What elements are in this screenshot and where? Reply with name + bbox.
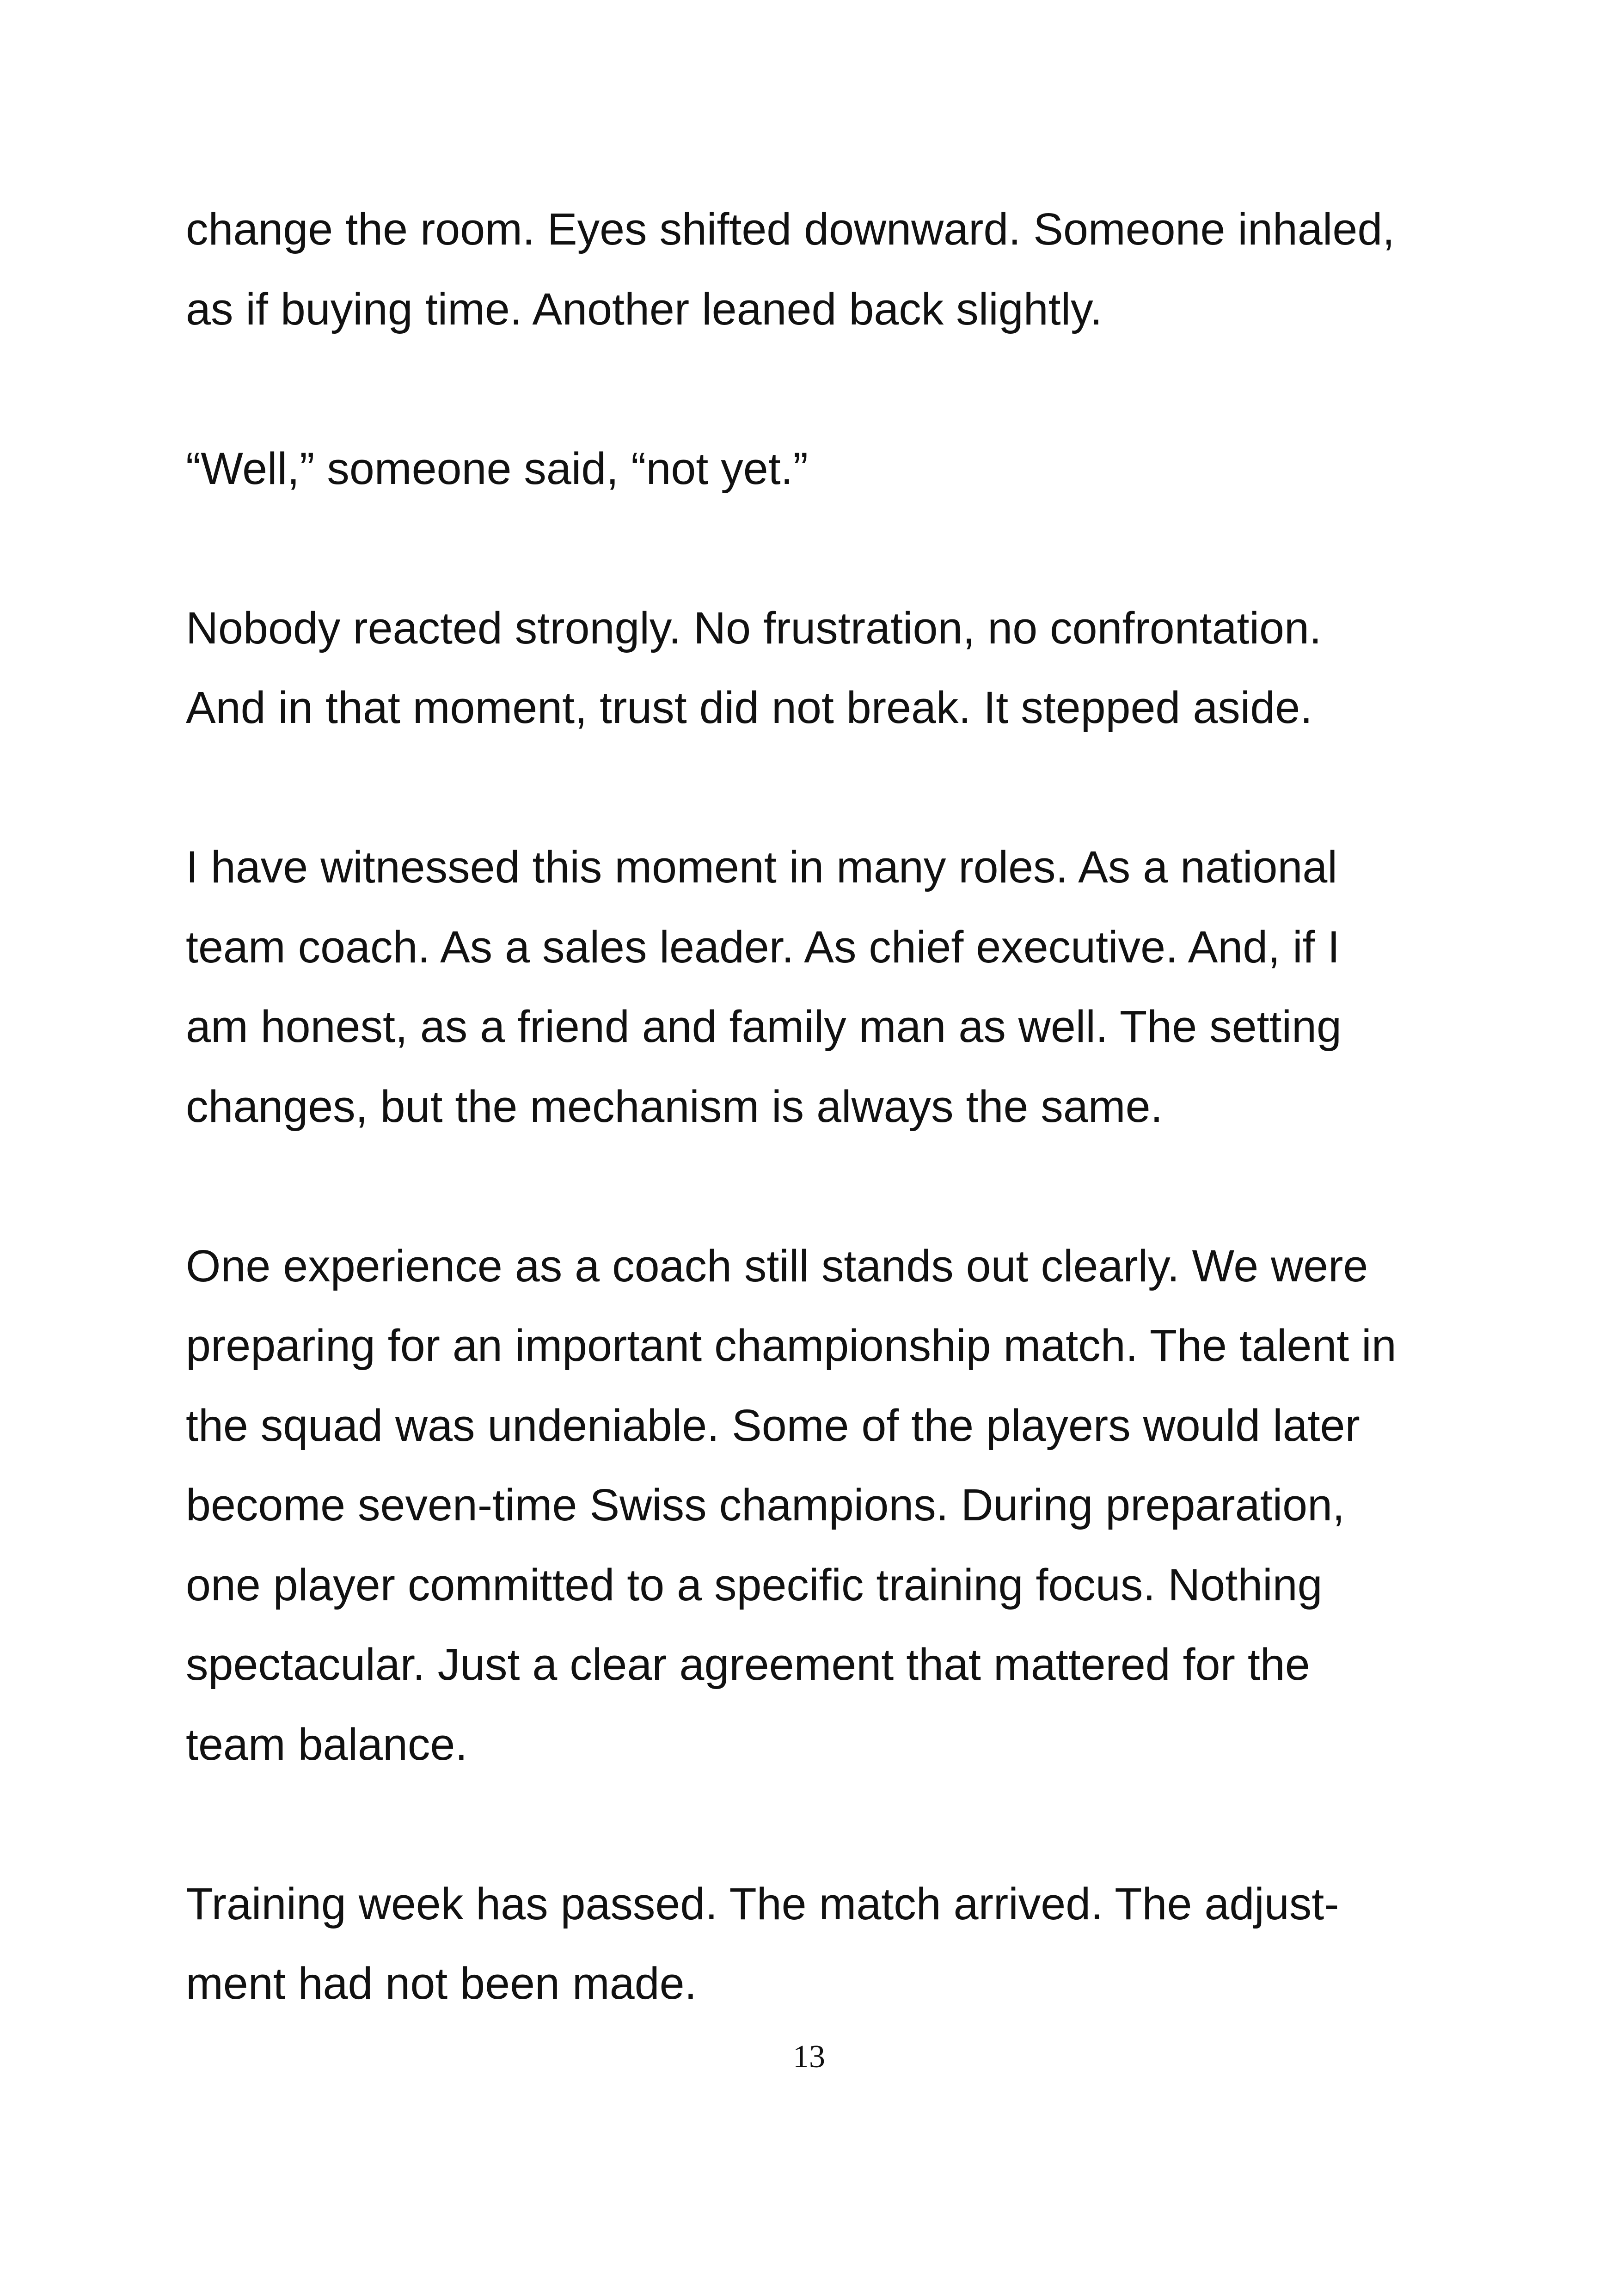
- text-line: I have witnessed this moment in many roles. As a national: [186, 842, 1337, 892]
- text-line: Nobody reacted strongly. No frustration, no confrontation.: [186, 602, 1322, 653]
- paragraph-2: [186, 429, 1462, 509]
- text-line: changes, but the mechanism is always the same.: [186, 1081, 1163, 1132]
- text-line: preparing for an important championship match. The talent in: [186, 1320, 1397, 1371]
- text-line: spectacular. Just a clear agreement that mattered for the: [186, 1639, 1310, 1690]
- paragraph-5: [186, 1226, 1462, 1785]
- text-line: one player committed to a specific training focus. Nothing: [186, 1559, 1323, 1610]
- text-line: “Well,” someone said, “not yet.”: [186, 443, 808, 494]
- text-line: ment had not been made.: [186, 1958, 697, 2008]
- body-text: [186, 190, 1462, 2024]
- text-line: become seven-time Swiss champions. During preparation,: [186, 1480, 1345, 1530]
- paragraph-3: [186, 588, 1462, 748]
- paragraph-1: [186, 190, 1462, 349]
- page-number: 13: [793, 2039, 825, 2075]
- text-line: Training week has passed. The match arrived. The adjust-: [186, 1878, 1339, 1929]
- text-line: change the room. Eyes shifted downward. Someone inhaled,: [186, 204, 1395, 254]
- text-line: the squad was undeniable. Some of the players would later: [186, 1400, 1360, 1451]
- text-line: team coach. As a sales leader. As chief executive. And, if I: [186, 921, 1340, 972]
- text-line: as if buying time. Another leaned back slightly.: [186, 283, 1103, 334]
- paragraph-6: [186, 1864, 1462, 2024]
- paragraph-4: [186, 827, 1462, 1146]
- text-line: team balance.: [186, 1719, 468, 1769]
- text-line: One experience as a coach still stands out clearly. We were: [186, 1240, 1368, 1291]
- text-line: am honest, as a friend and family man as well. The setting: [186, 1001, 1342, 1052]
- text-line: And in that moment, trust did not break. It stepped aside.: [186, 682, 1313, 733]
